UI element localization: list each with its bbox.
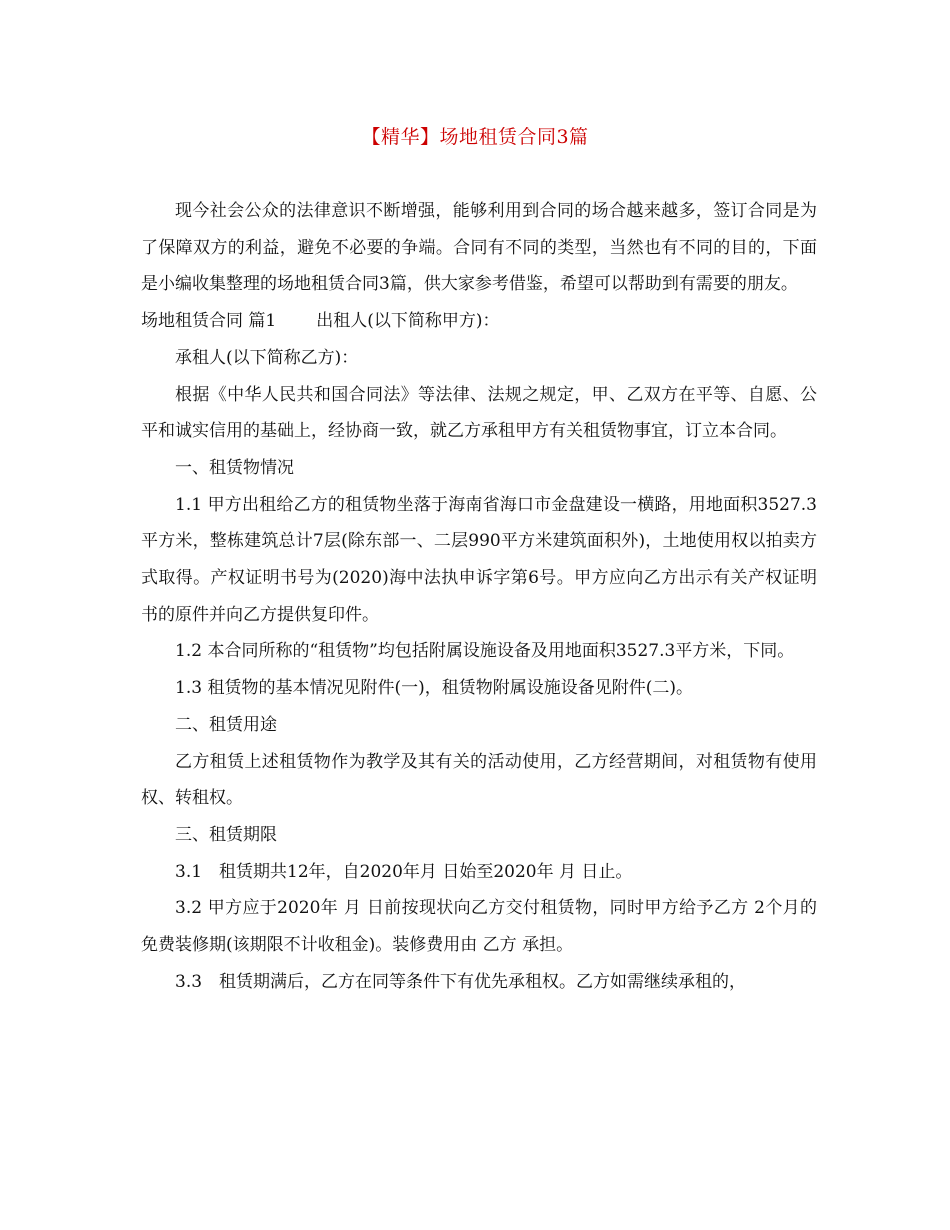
clause-paragraph: 1.3 租赁物的基本情况见附件(一)，租赁物附属设施设备见附件(二)。	[175, 678, 693, 699]
clause-paragraph: 乙方租赁上述租赁物作为教学及其有关的活动使用，乙方经营期间，对租赁物有使用权、转租权。	[141, 751, 817, 809]
clause-paragraph: 1.2 本合同所称的“租赁物”均包括附属设施设备及用地面积3527.3平方米，下同。	[175, 641, 795, 662]
lessee-line: 承租人(以下简称乙方)：	[175, 347, 359, 368]
intro-paragraph: 现今社会公众的法律意识不断增强，能够利用到合同的场合越来越多，签订合同是为了保障双方的利益，避免不必要的争端。合同有不同的类型，当然也有不同的目的，下面是小编收集整理的场地租赁合同3篇，供大家参考借鉴，希望可以帮助到有需要的朋友。	[141, 201, 817, 295]
section-heading: 一、租赁物情况	[175, 457, 294, 478]
clause-paragraph: 3.2 甲方应于2020年 月 日前按现状向乙方交付租赁物，同时甲方给予乙方 2个月的免费装修期(该期限不计收租金)。装修费用由 乙方 承担。	[141, 898, 817, 956]
clause-paragraph: 1.1 甲方出租给乙方的租赁物坐落于海南省海口市金盘建设一横路，用地面积3527.3平方米，整栋建筑总计7层(除东部一、二层990平方米建筑面积外)，土地使用权以拍卖方式取得。产权证明书号为(2020)海中法执申诉字第6号。甲方应向乙方出示有关产权证明书的原件并向乙方提供复印件。	[141, 494, 817, 625]
section-heading: 三、租赁期限	[175, 824, 277, 845]
lessor-line: 出租人(以下简称甲方)：	[316, 311, 500, 332]
clause-paragraph: 3.1 租赁期共12年，自2020年月 日始至2020年 月 日止。	[175, 861, 633, 882]
clause-paragraph: 3.3 租赁期满后，乙方在同等条件下有优先承租权。乙方如需继续承租的，	[175, 971, 747, 992]
document-title: 【精华】场地租赁合同3篇	[361, 126, 589, 148]
document-body	[141, 193, 817, 1000]
contract-section-title: 场地租赁合同 篇1	[141, 311, 277, 332]
section-heading: 二、租赁用途	[175, 714, 277, 735]
contract-heading-line	[141, 303, 817, 340]
preamble-paragraph: 根据《中华人民共和国合同法》等法律、法规之规定，甲、乙双方在平等、自愿、公平和诚实信用的基础上，经协商一致，就乙方承租甲方有关租赁物事宜，订立本合同。	[141, 384, 817, 442]
